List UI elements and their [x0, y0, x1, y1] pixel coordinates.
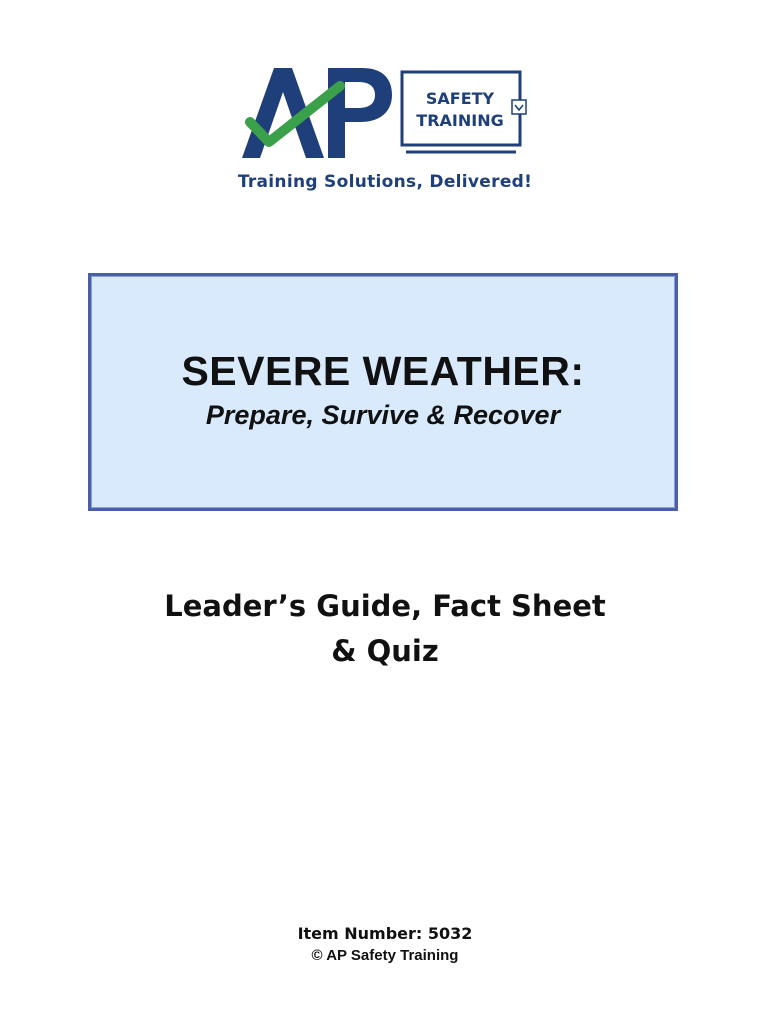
guide-heading — [0, 584, 770, 674]
logo-letter-p — [328, 68, 392, 158]
logo-training-text: TRAINING — [416, 111, 504, 130]
tagline: Training Solutions, Delivered! — [237, 172, 533, 192]
document-subtitle: Prepare, Survive & Recover — [205, 400, 561, 430]
checkbox-icon — [512, 100, 526, 114]
logo-safety-text: SAFETY — [425, 89, 495, 108]
document-title: SEVERE WEATHER: — [181, 348, 585, 394]
title-box — [88, 273, 678, 511]
logo-graphic — [236, 62, 536, 172]
guide-line-1: Leader’s Guide, Fact Sheet — [164, 589, 606, 623]
monitor-frame — [402, 72, 520, 145]
guide-line-2: & Quiz — [331, 634, 439, 668]
item-number: Item Number: 5032 — [297, 924, 473, 943]
copyright-notice: © AP Safety Training — [311, 947, 459, 964]
